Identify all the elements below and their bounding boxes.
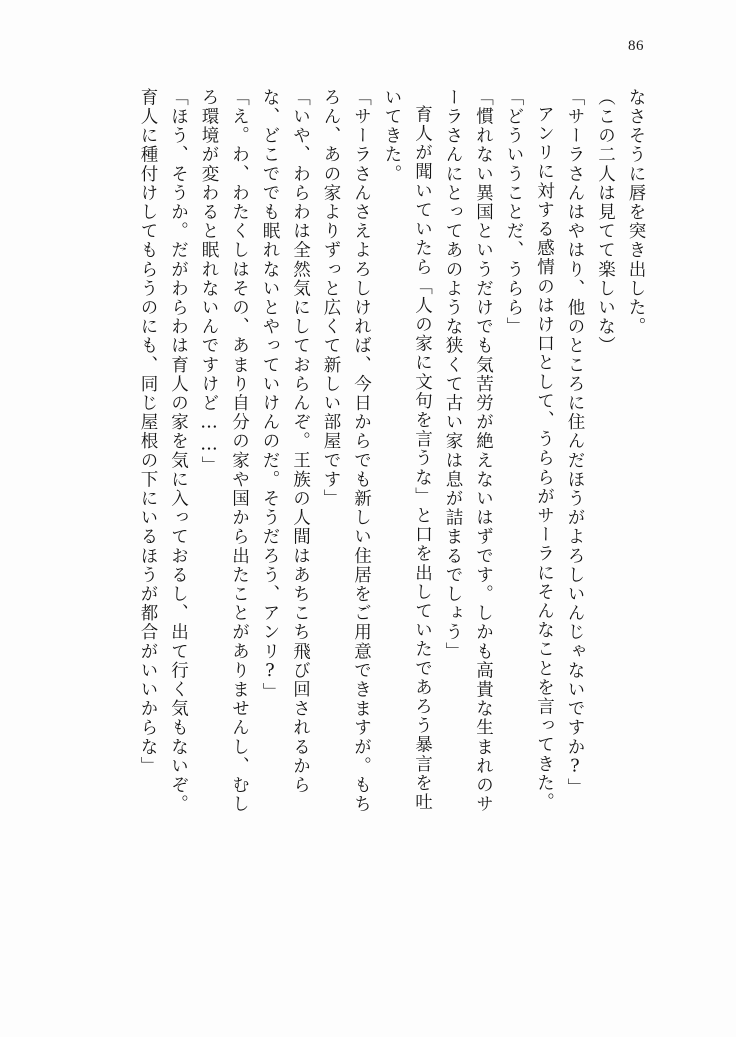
text-column: ーラさんにとってあのような狭くて古い家は息が詰まるでしょう」 xyxy=(443,88,463,661)
text-column: なさそうに唇を突き出した。 xyxy=(626,88,646,337)
page-number: 86 xyxy=(628,38,644,54)
text-column: 「慣れない異国というだけでも気苦労が絶えないはずです。しかも高貴な生まれのサ xyxy=(473,88,494,814)
text-column: 「ほう、そうか。だがわらわは育人の家を気に入っておるし、出て行く気もないぞ。 xyxy=(168,88,189,814)
text-column: ろ環境が変わると眠れないんですけど……」 xyxy=(199,88,219,475)
text-column: アンリに対する感情のはけ口として、うららがサーラにそんなことを言ってきた。 xyxy=(534,105,555,812)
text-column: な、どこででも眠れないとやっていけんのだ。そうだろう、アンリ?」 xyxy=(260,88,280,702)
text-column: 「いや、わらわは全然気にしておらんぞ。王族の人間はあちこち飛び回されるから xyxy=(290,88,311,795)
text-column: 「サーラさんさえよろしければ、今日からでも新しい住居をご用意できますが。もち xyxy=(351,88,372,814)
vertical-text-body xyxy=(86,88,644,933)
text-column: 「どういうことだ、うらら」 xyxy=(504,88,524,337)
text-column: （この二人は見てて楽しいな） xyxy=(595,88,616,356)
footer-mark xyxy=(196,1009,206,1015)
text-column: ろん、あの家よりずっと広くて新しい部屋です」 xyxy=(321,88,341,509)
text-column: 育人が聞いていたら「人の家に文句を言うな」と口を出していたであろう暴言を吐 xyxy=(412,105,433,812)
text-column: 「サーラさんはやはり、他のところに住んだほうがよろしいんじゃないですか?」 xyxy=(565,88,585,798)
text-column: いてきた。 xyxy=(382,88,402,184)
text-column: 「え。わ、わたくしはその、あまり自分の家や国から出たことがありませんし、むし xyxy=(229,88,250,814)
text-column: 育人に種付けしてもらうのにも、同じ屋根の下にいるほうが都合がいいからな」 xyxy=(138,88,158,776)
